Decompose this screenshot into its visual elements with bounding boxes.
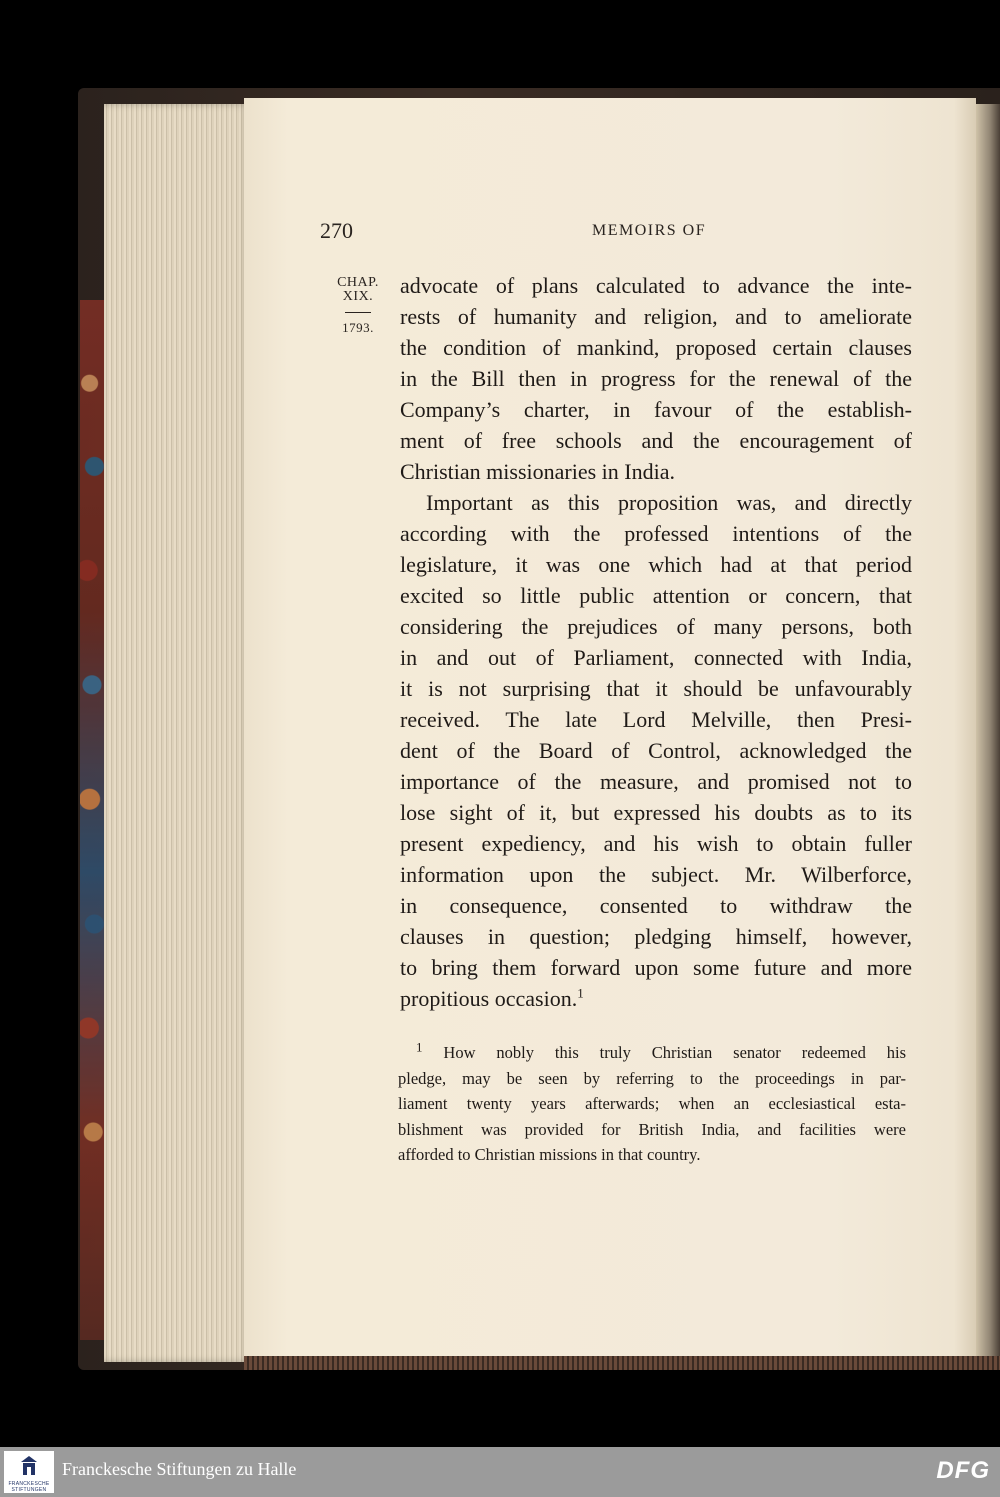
page-edges [104,104,250,1362]
body-line: Christian missionaries in India. [400,459,675,484]
margin-note [328,276,388,335]
body-line: lose sight of it, but expressed his doubts as to its [400,800,912,825]
body-line: it is not surprising that it should be unfavourably [400,676,912,701]
emblem-icon [21,1456,37,1478]
body-line: to bring them forward upon some future and more [400,955,912,980]
body-line: legislature, it was one which had at that period [400,552,912,577]
body-line: Company’s charter, in favour of the establish- [400,397,912,422]
body-line: according with the professed intentions of the [400,521,912,546]
footnote-marker: 1 [416,1039,423,1055]
body-line: excited so little public attention or concern, that [400,583,912,608]
logo-text-1: FRANCKESCHE [8,1481,50,1487]
body-line: Important as this proposition was, and directly [426,490,912,515]
body-line: in the Bill then in progress for the renewal of the [400,366,912,391]
body-line: importance of the measure, and promised not to [400,769,912,794]
dfg-logo[interactable]: DFG [936,1457,990,1484]
institution-logo[interactable] [4,1451,54,1493]
footnote-line-first [398,1040,906,1066]
body-line: rests of humanity and religion, and to ameliorate [400,304,912,329]
body-line: considering the prejudices of many persons, both [400,614,912,639]
footnote [398,1040,906,1168]
body-line: information upon the subject. Mr. Wilberforce, [400,862,912,887]
body-line: present expediency, and his wish to obtain fuller [400,831,912,856]
footnote-line-text: How nobly this truly Christian senator redeemed his [443,1043,906,1062]
footnote-reference: 1 [577,985,584,1001]
body-line: clauses in question; pledging himself, however, [400,924,912,949]
body-line: ment of free schools and the encouragement of [400,428,912,453]
footnote-line: pledge, may be seen by referring to the proceedings in par- [398,1068,906,1088]
margin-rule [345,312,371,313]
footnote-line: liament twenty years afterwards; when an ecclesiastical esta- [398,1094,906,1113]
body-text [400,270,912,1014]
viewer-footer [0,1447,1000,1497]
logo-text-2: STIFTUNGEN [11,1487,47,1493]
body-line-last [400,983,912,1014]
body-line: in and out of Parliament, connected with India, [400,645,912,670]
institution-name[interactable]: Franckesche Stiftungen zu Halle [62,1459,297,1479]
running-head: MEMOIRS OF [592,222,707,239]
marbled-edge [80,300,104,1340]
page-gutter-shadow [976,104,1000,1366]
body-line: advocate of plans calculated to advance the inte- [400,273,912,298]
cover-bottom-edge [244,1356,1000,1370]
page-number: 270 [320,218,353,243]
body-line-text: propitious occasion. [400,986,578,1011]
body-line: the condition of mankind, proposed certain clauses [400,335,912,360]
page-header [320,218,920,248]
footnote-line: blishment was provided for British India, and facilities were [398,1119,906,1139]
footnote-line: afforded to Christian missions in that country. [398,1145,701,1164]
margin-year: 1793. [342,320,374,335]
margin-chapter-number: XIX. [342,289,374,304]
margin-chap: CHAP. [337,275,379,290]
body-line: dent of the Board of Control, acknowledged the [400,738,912,763]
body-line: received. The late Lord Melville, then Presi- [400,707,912,732]
body-line: in consequence, consented to withdraw the [400,893,912,918]
